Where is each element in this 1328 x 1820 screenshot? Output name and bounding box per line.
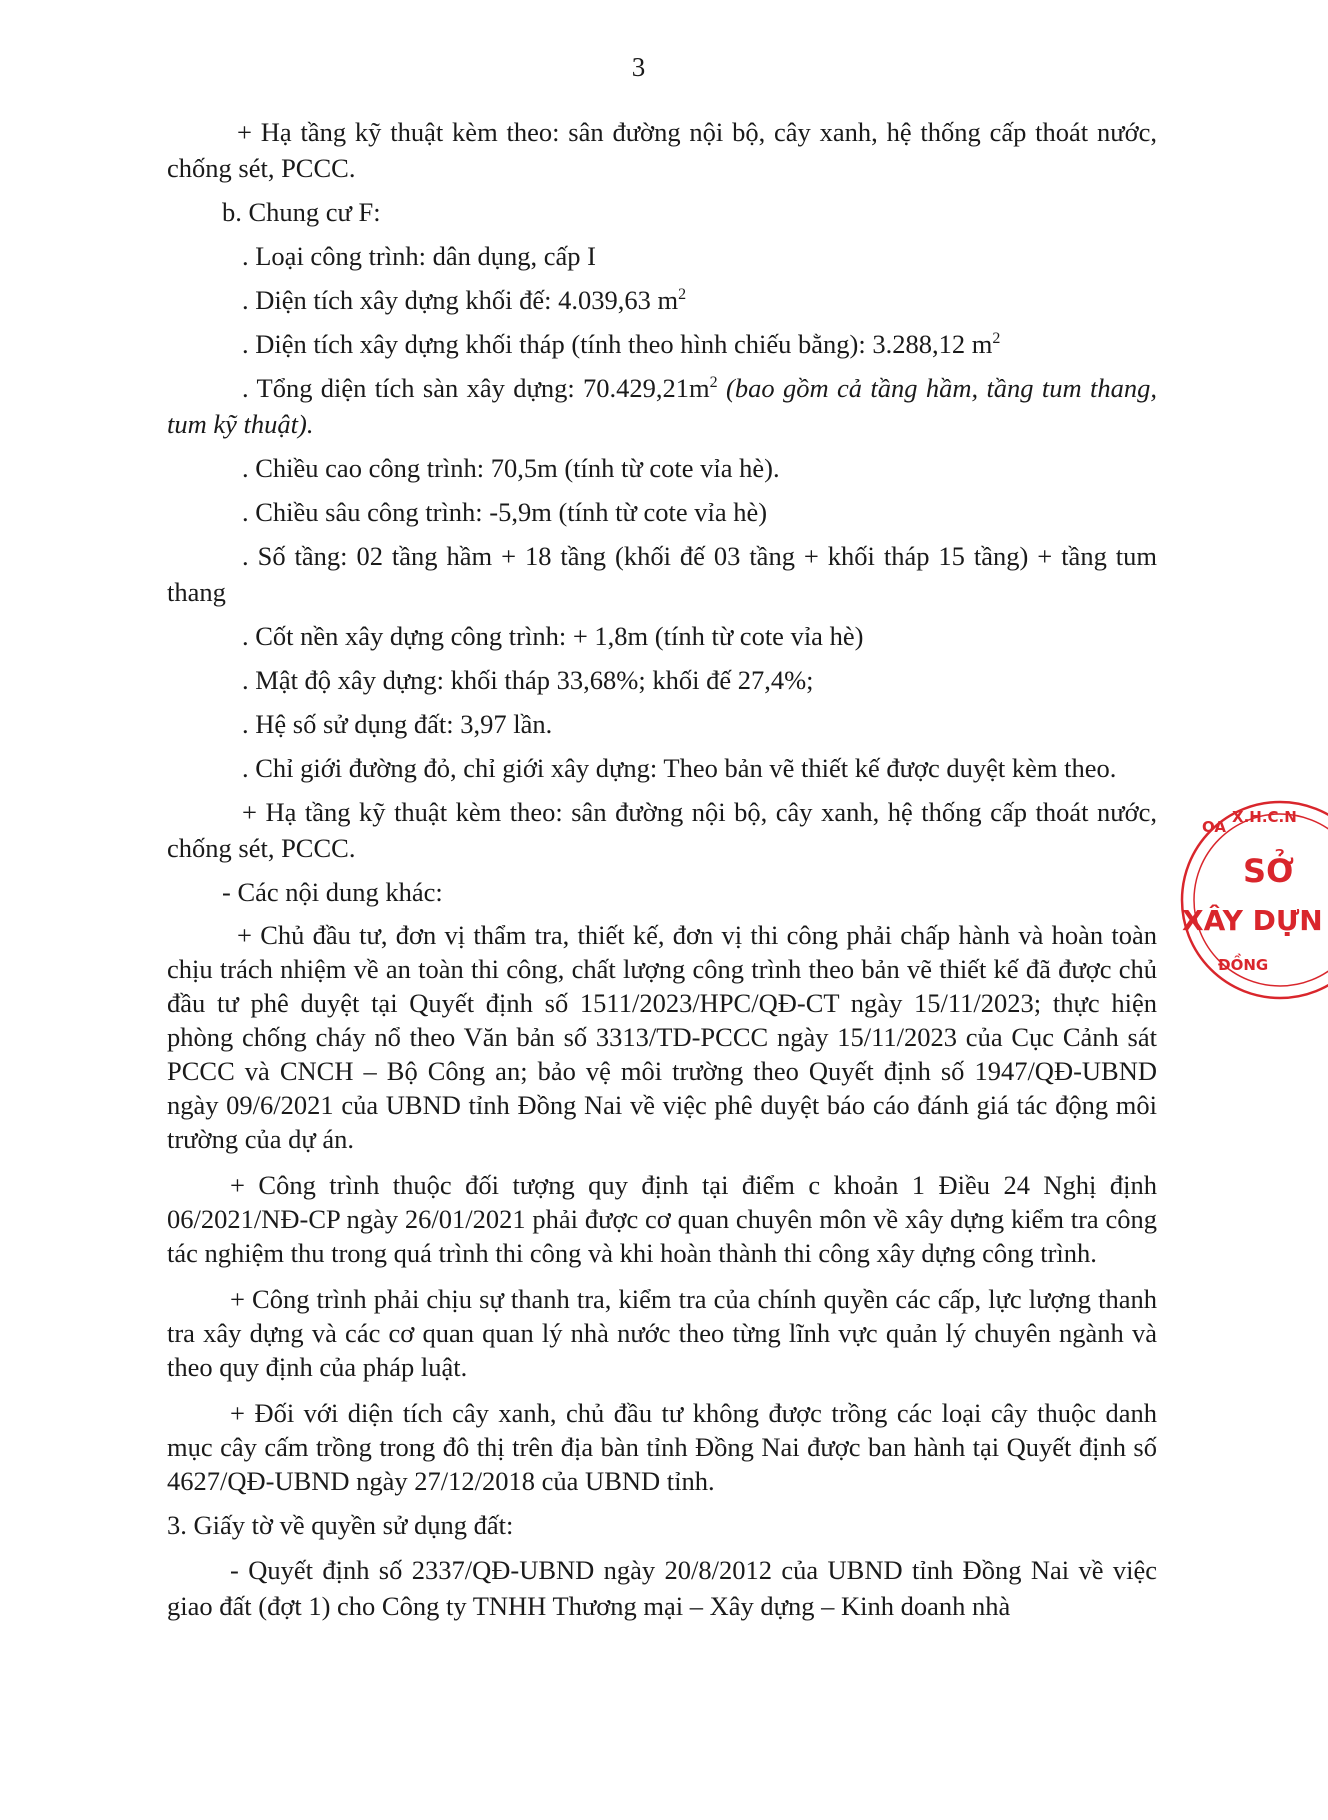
item-ground-level: . Cốt nền xây dựng công trình: + 1,8m (tính từ cote vỉa hè) <box>242 621 864 651</box>
item-boundary: . Chỉ giới đường đỏ, chỉ giới xây dựng: Theo bản vẽ thiết kế được duyệt kèm theo. <box>242 753 1117 783</box>
svg-text:SỞ: SỞ <box>1243 852 1294 890</box>
paragraph-land-allocation-decision: - Quyết định số 2337/QĐ-UBND ngày 20/8/2012 của UBND tỉnh Đồng Nai về việc giao đất (đợt 1) cho Công ty TNHH Thương mại – Xây dựng – Kinh doanh nhà <box>167 1555 1157 1621</box>
item-land-use-coefficient: . Hệ số sử dụng đất: 3,97 lần. <box>242 709 553 739</box>
official-seal-stamp <box>1168 800 1328 1000</box>
section-heading-land-use-documents: 3. Giấy tờ về quyền sử dụng đất: <box>167 1510 514 1540</box>
item-building-type: . Loại công trình: dân dụng, cấp I <box>242 241 596 271</box>
page-number: 3 <box>631 52 646 82</box>
paragraph-investor-responsibility: + Chủ đầu tư, đơn vị thẩm tra, thiết kế, đơn vị thi công phải chấp hành và hoàn toàn chịu trách nhiệm về an toàn thi công, chất lượng công trình theo bản vẽ thiết kế đã được chủ đầu tư phê duyệt tại Quyết định số 1511/2023/HPC/QĐ-CT ngày 15/11/2023; thực hiện phòng chống cháy nổ theo Văn bản số 3313/TD-PCCC ngày 15/11/2023 của Cục Cảnh sát PCCC và CNCH – Bộ Công an; bảo vệ môi trường theo Quyết định số 1947/QĐ-UBND ngày 09/6/2021 của UBND tỉnh Đồng Nai về việc phê duyệt báo cáo đánh giá tác động môi trường của dự án. <box>167 920 1157 1154</box>
item-floors: . Số tầng: 02 tầng hầm + 18 tầng (khối đế 03 tầng + khối tháp 15 tầng) + tầng tum thang <box>167 541 1157 607</box>
paragraph-state-inspection: + Công trình phải chịu sự thanh tra, kiểm tra của chính quyền các cấp, lực lượng thanh tra xây dựng và các cơ quan quan lý nhà nước theo từng lĩnh vực quản lý chuyên ngành và theo quy định của pháp luật. <box>167 1284 1157 1382</box>
item-total-floor-area: . Tổng diện tích sàn xây dựng: $70.429,21m^2$ (bao gồm cả tầng hầm, tầng tum thang, tum kỹ thuật). <box>167 373 1158 439</box>
paragraph-green-area: + Đối với diện tích cây xanh, chủ đầu tư không được trồng các loại cây thuộc danh mục cây cấm trồng trong đô thị trên địa bàn tỉnh Đồng Nai được ban hành tại Quyết định số 4627/QĐ-UBND ngày 27/12/2018 của UBND tỉnh. <box>167 1398 1157 1496</box>
paragraph-infrastructure-e: + Hạ tầng kỹ thuật kèm theo: sân đường nội bộ, cây xanh, hệ thống cấp thoát nước, chống sét, PCCC. <box>167 117 1157 183</box>
item-tower-area: . Diện tích xây dựng khối tháp (tính theo hình chiếu bằng): 3.288,12 $m^2$ <box>242 329 1001 359</box>
item-height: . Chiều cao công trình: 70,5m (tính từ cote vỉa hè). <box>242 453 780 483</box>
document-body <box>167 114 1157 1624</box>
section-heading-building-f: b. Chung cư F: <box>222 197 381 227</box>
paragraph-infrastructure-f: + Hạ tầng kỹ thuật kèm theo: sân đường nội bộ, cây xanh, hệ thống cấp thoát nước, chống sét, PCCC. <box>167 797 1157 863</box>
section-heading-other-contents: - Các nội dung khác: <box>222 877 443 907</box>
item-base-area: . Diện tích xây dựng khối đế: 4.039,63 $m^2$ <box>242 285 687 315</box>
svg-text:X.H.C.N: X.H.C.N <box>1232 808 1297 826</box>
item-density: . Mật độ xây dựng: khối tháp 33,68%; khối đế 27,4%; <box>242 665 814 695</box>
floor-area-note: (bao gồm cả tầng hầm, tầng tum thang, tum kỹ thuật). <box>167 373 1158 439</box>
item-depth: . Chiều sâu công trình: -5,9m (tính từ cote vỉa hè) <box>242 497 768 527</box>
svg-text:XÂY DỰN: XÂY DỰN <box>1182 904 1323 937</box>
paragraph-acceptance-inspection: + Công trình thuộc đối tượng quy định tại điểm c khoản 1 Điều 24 Nghị định 06/2021/NĐ-CP ngày 26/01/2021 phải được cơ quan chuyên môn về xây dựng kiểm tra công tác nghiệm thu trong quá trình thi công và khi hoàn thành thi công xây dựng công trình. <box>167 1170 1157 1268</box>
svg-text:ĐỒNG: ĐỒNG <box>1218 956 1269 974</box>
svg-text:OA: OA <box>1202 818 1226 836</box>
